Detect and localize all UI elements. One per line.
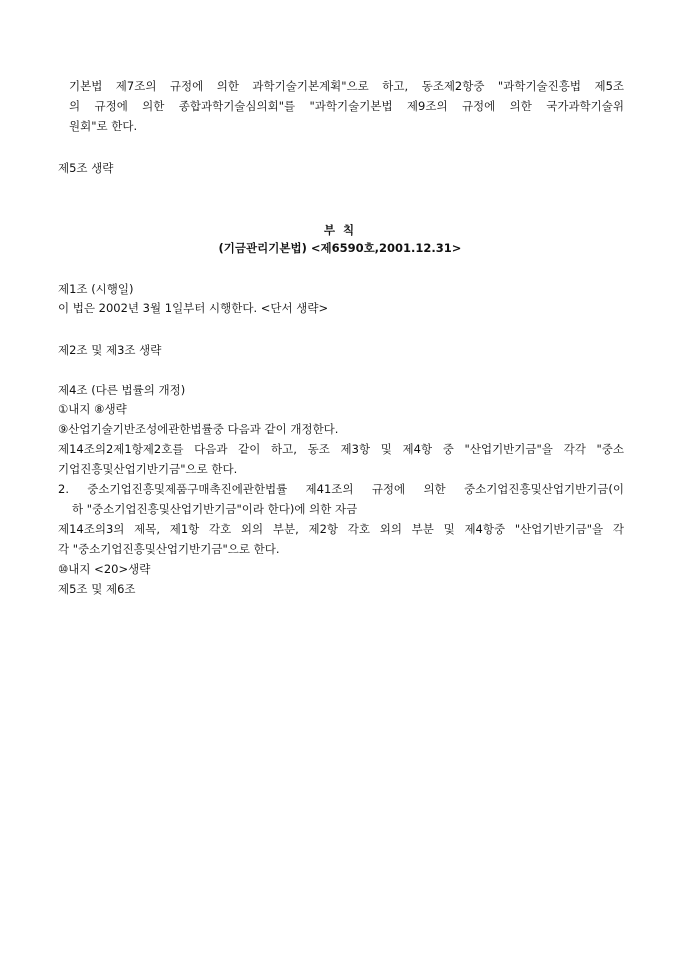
article-4-title: 제4조 (다른 법률의 개정) <box>58 383 186 397</box>
amendment-text-line-3: 원회"로 한다. <box>69 119 138 133</box>
article-1-body: 이 법은 2002년 3월 1일부터 시행한다. <단서 생략> <box>58 301 329 315</box>
article-2-3-omitted: 제2조 및 제3조 생략 <box>58 343 162 357</box>
article-4-para-1-line-1: 제14조의2제1항제2호를 다음과 같이 하고, 동조 제3항 및 제4항 중 "산업기반기금"을 각각 "중소 <box>58 443 624 456</box>
article-4-item-9: ⑨산업기술기반조성에관한법률중 다음과 같이 개정한다. <box>58 422 339 436</box>
article-4-sub-item-2-line-2: 하 "중소기업진흥및산업기반기금"이라 한다)에 의한 자금 <box>72 502 358 516</box>
amendment-text-line-1: 기본법 제7조의 규정에 의한 과학기술기본계획"으로 하고, 동조제2항중 "과학기술진흥법 제5조 <box>69 80 624 93</box>
article-4-para-1-line-2: 기업진흥및산업기반기금"으로 한다. <box>58 462 238 476</box>
amendment-text-line-2: 의 규정에 의한 종합과학기술심의회"를 "과학기술기본법 제9조의 규정에 의한 국가과학기술위 <box>69 100 624 113</box>
appendix-subtitle: (기금관리기본법) <제6590호,2001.12.31> <box>218 241 462 255</box>
article-5-omitted: 제5조 생략 <box>58 161 114 175</box>
article-4-para-2-line-2: 각 "중소기업진흥및산업기반기금"으로 한다. <box>58 542 280 556</box>
article-4-item-10: ⑩내지 <20>생략 <box>58 562 151 576</box>
article-5-6: 제5조 및 제6조 <box>58 582 136 596</box>
appendix-title: 부 칙 <box>323 223 357 237</box>
article-4-para-2-line-1: 제14조의3의 제목, 제1항 각호 외의 부분, 제2항 각호 외의 부분 및 제4항중 "산업기반기금"을 각 <box>58 523 624 536</box>
article-4-item-1: ①내지 ⑧생략 <box>58 402 127 416</box>
article-1-title: 제1조 (시행일) <box>58 282 134 296</box>
article-4-sub-item-2-line-1: 2. 중소기업진흥및제품구매촉진에관한법률 제41조의 규정에 의한 중소기업진흥및산업기반기금(이 <box>58 483 624 496</box>
